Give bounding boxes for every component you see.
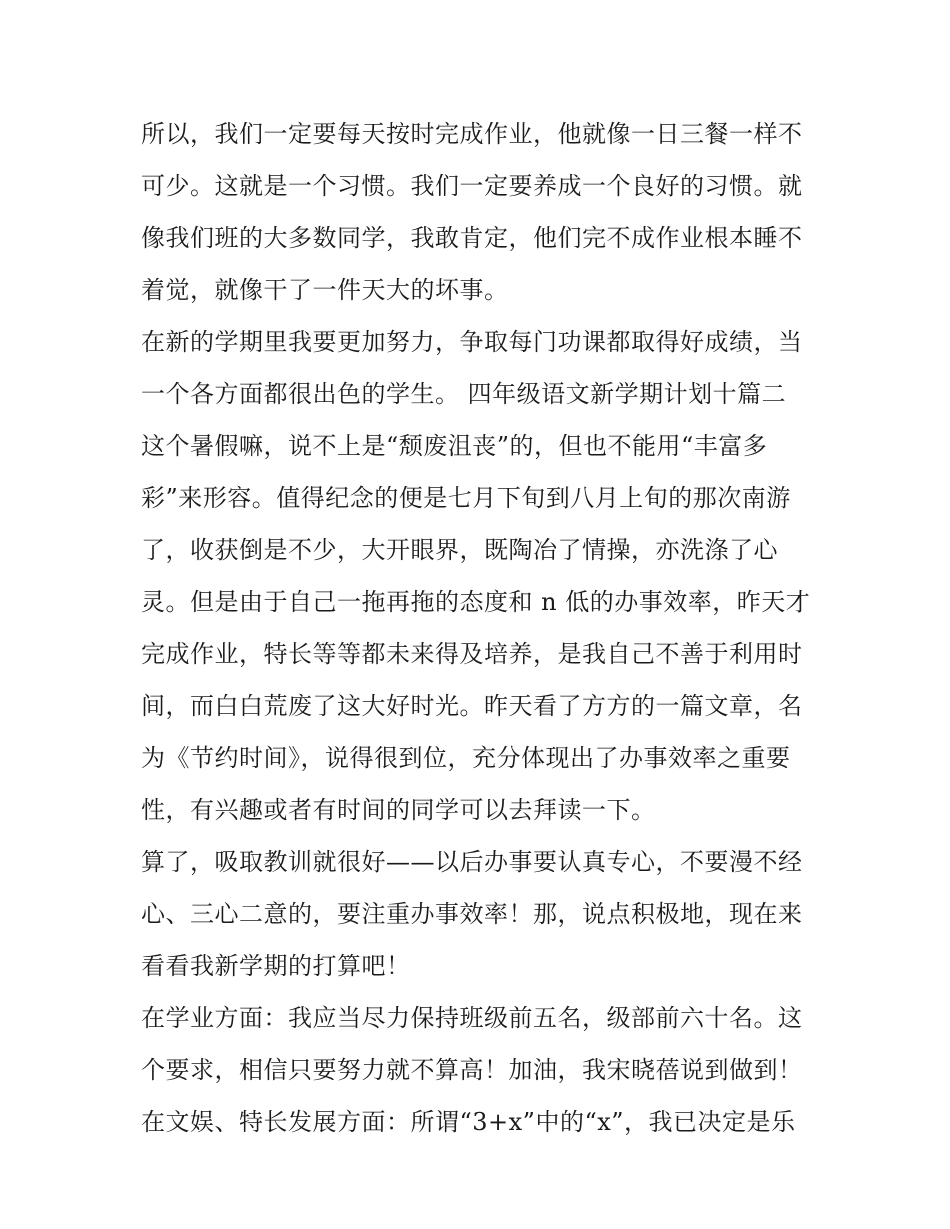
text-line: 间，而白白荒废了这大好时光。昨天看了方方的一篇文章，名 [141, 692, 803, 720]
text-line: 彩”来形容。值得纪念的便是七月下旬到八月上旬的那次南游 [141, 484, 791, 512]
text-line: 算了，吸取教训就很好——以后办事要认真专心，不要漫不经 [141, 848, 803, 876]
text-line: 这个暑假嘛，说不上是“颓废沮丧”的，但也不能用“丰富多 [141, 432, 768, 460]
text-line: 个要求，相信只要努力就不算高！加油，我宋晓蓓说到做到！ [141, 1056, 803, 1084]
text-line: 心、三心二意的，要注重办事效率！那，说点积极地，现在来 [141, 900, 803, 928]
text-line: 为《节约时间》，说得很到位，充分体现出了办事效率之重要 [141, 744, 791, 772]
text-line: 所以，我们一定要每天按时完成作业，他就像一日三餐一样不 [141, 120, 803, 148]
text-line: 了，收获倒是不少，大开眼界，既陶冶了情操，亦洗涤了心 [141, 536, 778, 564]
text-line: 灵。但是由于自己一拖再拖的态度和 n 低的办事效率，昨天才 [141, 588, 811, 616]
text-line: 着觉，就像干了一件天大的坏事。 [141, 276, 509, 304]
document-body [141, 108, 821, 1148]
text-line: 在文娱、特长发展方面：所谓“3+x”中的“x”，我已决定是乐 [141, 1108, 796, 1136]
text-line: 在学业方面：我应当尽力保持班级前五名，级部前六十名。这 [141, 1004, 803, 1032]
text-line: 一个各方面都很出色的学生。 四年级语文新学期计划十篇二 [141, 380, 787, 408]
text-line: 像我们班的大多数同学，我敢肯定，他们完不成作业根本睡不 [141, 224, 803, 252]
text-line: 看看我新学期的打算吧！ [141, 952, 411, 980]
text-line: 完成作业，特长等等都未来得及培养，是我自己不善于利用时 [141, 640, 803, 668]
text-line: 可少。这就是一个习惯。我们一定要养成一个良好的习惯。就 [141, 172, 803, 200]
text-line: 性，有兴趣或者有时间的同学可以去拜读一下。 [141, 796, 656, 824]
text-line: 在新的学期里我要更加努力，争取每门功课都取得好成绩，当 [141, 328, 803, 356]
